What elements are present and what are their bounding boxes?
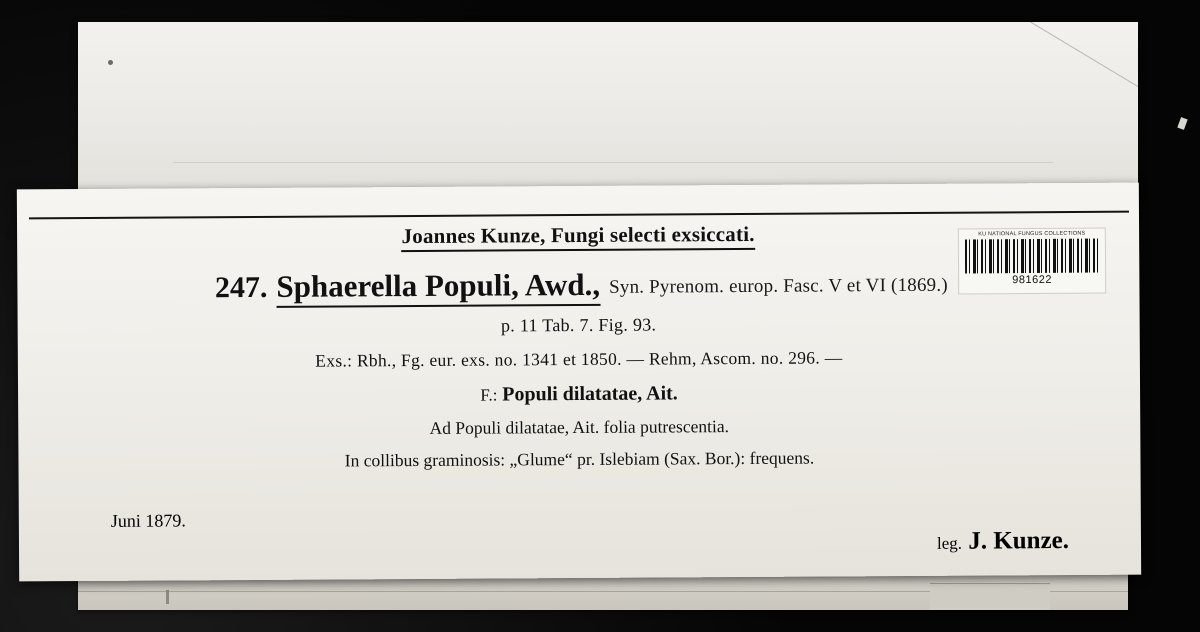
collection-date: Juni 1879. — [110, 510, 186, 531]
series-heading: Joannes Kunze, Fungi selecti exsiccati. — [401, 223, 754, 252]
host-name: Populi dilatatae, Ait. — [502, 382, 678, 406]
under-sheet-tab — [930, 583, 1050, 610]
host-prefix: F.: — [480, 385, 498, 405]
collector-prefix: leg. — [936, 533, 963, 553]
taxon-name: Sphaerella Populi, Awd., — [276, 267, 600, 308]
barcode-sticker — [958, 227, 1106, 294]
collector-line — [937, 527, 1069, 556]
locality-line: In collibus graminosis: „Glume“ pr. Islebiam (Sax. Bor.): frequens. — [344, 447, 815, 471]
barcode-institution-text: KU NATIONAL FUNGUS COLLECTIONS — [978, 230, 1086, 238]
packet-surface — [78, 22, 1138, 197]
packet-fold-crease — [957, 22, 1138, 196]
specimen-number: 247. — [214, 270, 268, 305]
host-line — [18, 380, 1140, 410]
barcode-bars-icon — [965, 239, 1099, 274]
exsiccata-line: Exs.: Rbh., Fg. eur. exs. no. 1341 et 1850. — Rehm, Ascom. no. 296. — — [315, 347, 843, 371]
packet-spot-mark — [108, 60, 113, 65]
label-footer — [19, 499, 1141, 576]
herbarium-packet-sheet — [78, 22, 1138, 197]
taxon-reference: Syn. Pyrenom. europ. Fasc. V et VI (1869.) — [608, 274, 948, 298]
under-sheet-mark — [166, 590, 169, 604]
packet-horizontal-crease — [173, 162, 1053, 163]
collector-name: J. Kunze. — [968, 527, 1070, 555]
taxon-reference-second-line: p. 11 Tab. 7. Fig. 93. — [500, 314, 657, 336]
barcode-number: 981622 — [1012, 273, 1053, 287]
label-top-rule — [29, 211, 1129, 220]
substrate-note: Ad Populi dilatatae, Ait. folia putrescentia. — [429, 416, 730, 439]
